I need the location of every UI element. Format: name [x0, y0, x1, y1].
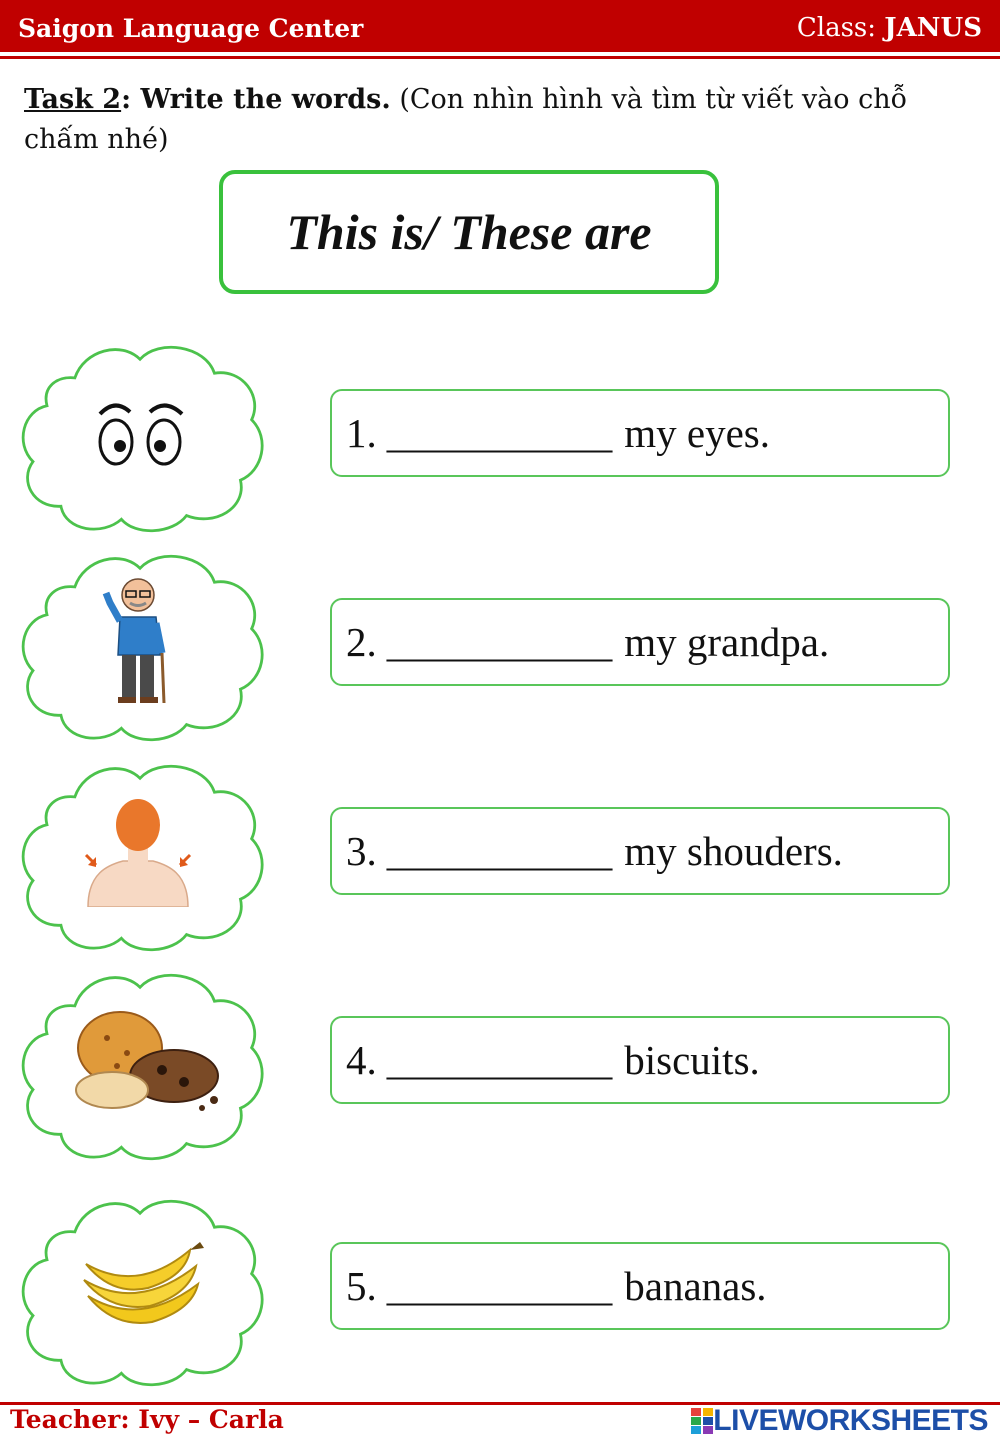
header-divider: [0, 56, 1000, 59]
task-instruction: [24, 80, 974, 160]
class-label: Class:: [796, 13, 877, 43]
item-number: 1.: [346, 410, 377, 456]
item-text: my eyes.: [624, 410, 770, 456]
item-text: my grandpa.: [624, 619, 830, 665]
item-text: bananas.: [624, 1263, 767, 1309]
answer-box-4[interactable]: [330, 1016, 950, 1104]
answer-blank[interactable]: ___________: [386, 1037, 613, 1083]
item-number: 5.: [346, 1263, 377, 1309]
class-info: [797, 13, 982, 43]
picture-cloud-5: [10, 1190, 270, 1390]
answer-blank[interactable]: ___________: [386, 1263, 613, 1309]
header-bar: [0, 0, 1000, 52]
answer-box-1[interactable]: [330, 389, 950, 477]
shoulders-icon: [78, 795, 198, 907]
teacher-credit: Teacher: Ivy – Carla: [10, 1405, 284, 1434]
logo-icon: [691, 1408, 713, 1434]
task-heading: : Write the words.: [121, 84, 391, 115]
item-number: 4.: [346, 1037, 377, 1083]
grandpa-icon: [100, 573, 180, 713]
item-number: 2.: [346, 619, 377, 665]
school-name: Saigon Language Center: [18, 14, 364, 43]
picture-cloud-2: [10, 545, 270, 745]
picture-cloud-1: [10, 336, 270, 536]
answer-blank[interactable]: ___________: [386, 619, 613, 665]
biscuits-icon: [62, 1008, 232, 1118]
bananas-icon: [78, 1236, 208, 1332]
task-note: (Con nhìn hình và tìm từ viết vào chỗ chấm nhé): [24, 84, 908, 155]
item-text: my shouders.: [624, 828, 843, 874]
item-text: biscuits.: [624, 1037, 760, 1083]
logo-text: LIVEWORKSHEETS: [713, 1404, 988, 1437]
answer-box-3[interactable]: [330, 807, 950, 895]
answer-blank[interactable]: ___________: [386, 410, 613, 456]
liveworksheets-logo[interactable]: [691, 1404, 988, 1438]
class-name: JANUS: [884, 13, 982, 43]
answer-box-2[interactable]: [330, 598, 950, 686]
picture-cloud-3: [10, 755, 270, 955]
title-text: This is/ These are: [286, 204, 652, 260]
task-label: Task 2: [24, 84, 122, 115]
eyes-icon: [90, 392, 190, 472]
picture-cloud-4: [10, 964, 270, 1164]
title-box: [219, 170, 719, 294]
answer-blank[interactable]: ___________: [386, 828, 613, 874]
answer-box-5[interactable]: [330, 1242, 950, 1330]
item-number: 3.: [346, 828, 377, 874]
